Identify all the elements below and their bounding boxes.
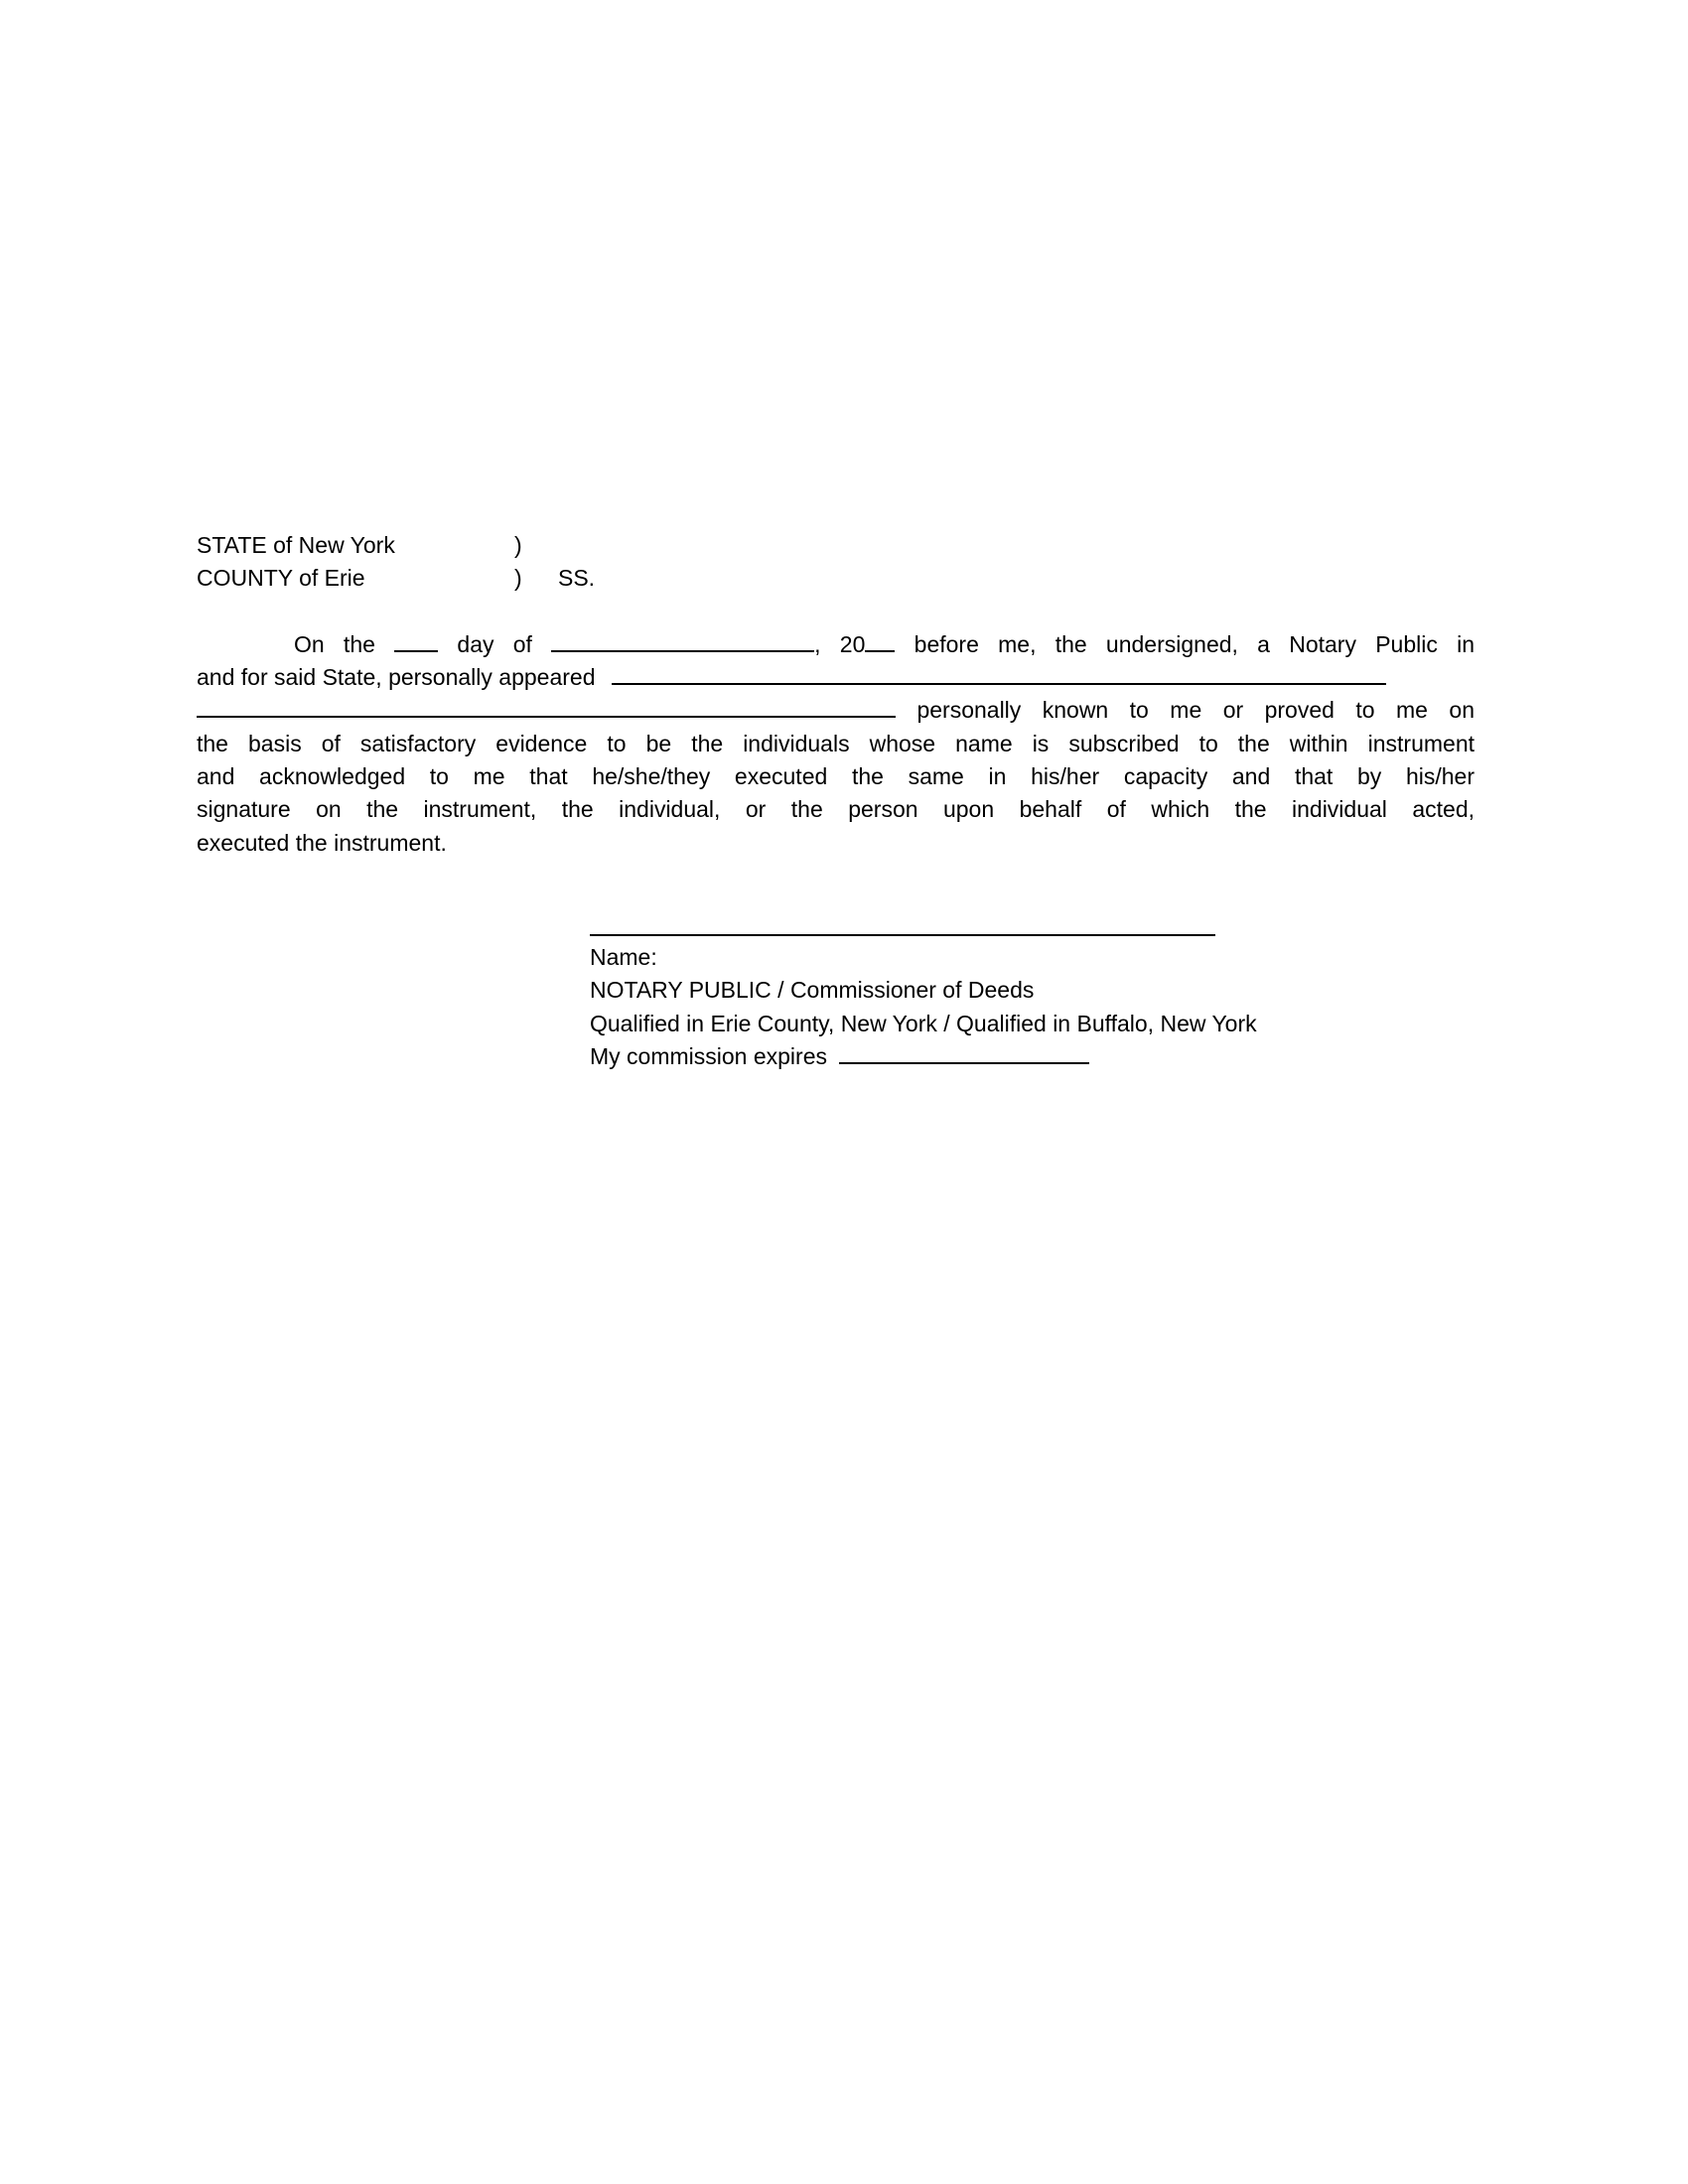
text: personally known to me or proved to me on [916, 697, 1475, 723]
text: , 20 [814, 631, 866, 657]
expiry-date-blank[interactable] [839, 1042, 1089, 1064]
text: On the [294, 631, 375, 657]
text: My commission expires [590, 1043, 827, 1069]
ack-line-6: signature on the instrument, the individual, or the person upon behalf of which the individual acted, [197, 796, 1475, 822]
name-label: Name: [590, 944, 657, 970]
commission-expires [590, 1041, 1089, 1071]
year-blank[interactable] [865, 630, 895, 652]
county-label: COUNTY of Erie [197, 565, 365, 591]
ack-line-7: executed the instrument. [197, 830, 447, 856]
ack-line-3 [197, 695, 1475, 725]
appeared-name-blank[interactable] [612, 663, 1386, 685]
signature-line[interactable] [590, 934, 1215, 936]
venue-paren: ) [514, 565, 522, 591]
ss-label: SS. [558, 565, 596, 591]
ack-line-4: the basis of satisfactory evidence to be the individuals whose name is subscribed to the within instrument [197, 731, 1475, 756]
appeared-name-blank-2[interactable] [197, 696, 896, 718]
qualified-text: Qualified in Erie County, New York / Qualified in Buffalo, New York [590, 1011, 1257, 1036]
ack-line-5: and acknowledged to me that he/she/they executed the same in his/her capacity and that by his/her [197, 763, 1475, 789]
state-label: STATE of New York [197, 532, 395, 558]
ack-line-2 [197, 662, 1386, 692]
text: day of [457, 631, 532, 657]
text: and for said State, personally appeared [197, 664, 596, 690]
ack-line-1 [294, 629, 1475, 659]
month-blank[interactable] [551, 630, 814, 652]
day-blank[interactable] [394, 630, 438, 652]
text: before me, the undersigned, a Notary Public in [914, 631, 1475, 657]
venue-paren: ) [514, 532, 522, 558]
notary-title: NOTARY PUBLIC / Commissioner of Deeds [590, 977, 1035, 1003]
